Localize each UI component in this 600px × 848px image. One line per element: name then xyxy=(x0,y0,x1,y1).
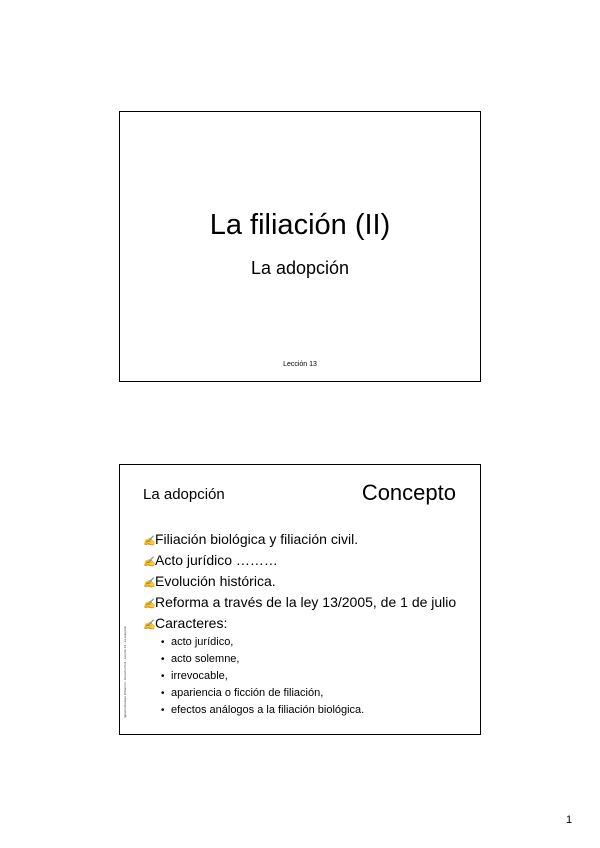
bullet-text: Filiación biológica y filiación civil. xyxy=(155,531,359,547)
sub-bullet-text: apariencia o ficción de filiación, xyxy=(171,687,324,699)
writing-hand-icon: ✍ xyxy=(143,599,156,610)
bullet-dot-icon: • xyxy=(161,705,165,716)
sub-bullet-text: irrevocable, xyxy=(171,670,228,682)
slide-subtitle: La adopción xyxy=(250,258,350,278)
writing-hand-icon: ✍ xyxy=(143,620,156,631)
sub-list-item xyxy=(161,668,456,685)
writing-hand-icon: ✍ xyxy=(143,536,156,547)
sub-bullet-list xyxy=(143,634,456,719)
bullet-list xyxy=(143,529,456,719)
sub-list-item xyxy=(161,685,456,702)
list-item xyxy=(143,529,456,550)
sub-list-item xyxy=(161,651,456,668)
sub-bullet-text: acto jurídico, xyxy=(171,636,234,648)
slide-concept xyxy=(119,464,481,735)
bullet-dot-icon: • xyxy=(161,654,165,665)
bullet-dot-icon: • xyxy=(161,688,165,699)
side-note xyxy=(121,523,129,718)
sub-bullet-text: acto solemne, xyxy=(171,653,240,665)
side-note-text: Ignacio Moralejo Imbernón · Derecho Civil · Lección 13 · La adopción xyxy=(123,625,127,718)
lesson-label: Lección 13 xyxy=(283,361,317,368)
writing-hand-icon: ✍ xyxy=(143,557,156,568)
list-item xyxy=(143,571,456,592)
writing-hand-icon: ✍ xyxy=(143,578,156,589)
page-number: 1 xyxy=(566,814,573,826)
bullet-dot-icon: • xyxy=(161,637,165,648)
bullet-text: Evolución histórica. xyxy=(155,573,276,589)
list-item xyxy=(143,550,456,571)
bullet-text: Caracteres: xyxy=(155,615,228,631)
bullet-text: Reforma a través de la ley 13/2005, de 1 de julio xyxy=(155,594,457,610)
slide-title-heading: La filiación (II) xyxy=(209,209,391,241)
list-item xyxy=(143,592,456,613)
sub-list-item xyxy=(161,702,456,719)
bullet-text: Acto jurídico ……… xyxy=(155,552,278,568)
slide-title xyxy=(119,111,481,382)
sub-bullet-text: efectos análogos a la filiación biológica. xyxy=(171,704,365,716)
slide-section-title: La adopción xyxy=(143,486,225,503)
bullet-dot-icon: • xyxy=(161,671,165,682)
list-item xyxy=(143,613,456,719)
sub-list-item xyxy=(161,634,456,651)
slide-heading: Concepto xyxy=(361,480,456,505)
